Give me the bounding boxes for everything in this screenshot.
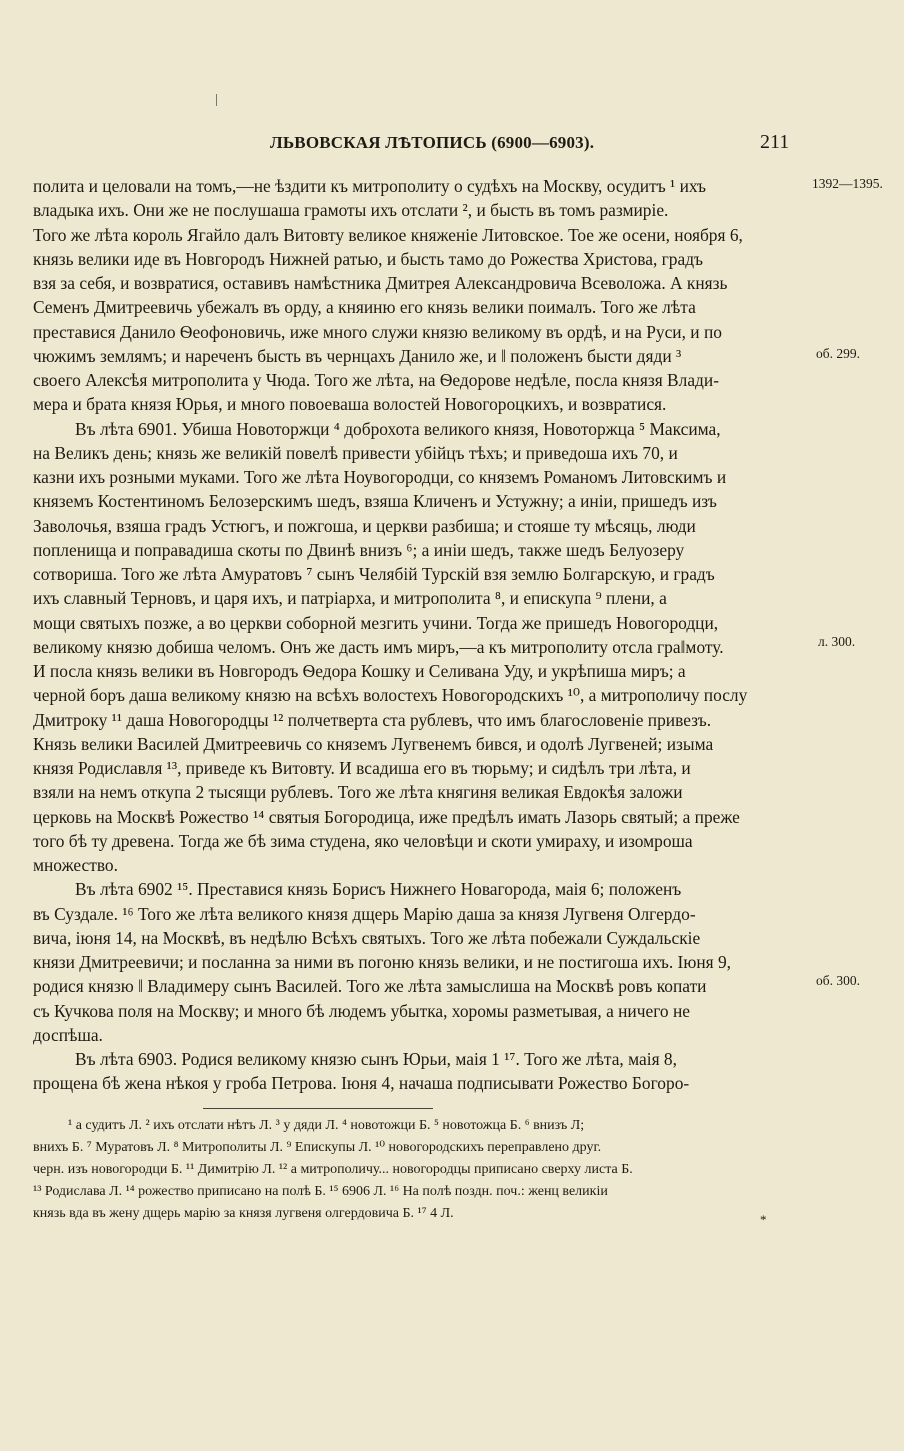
text-line: княземъ Костентиномъ Белозерскимъ шедъ, взяша Кличенъ и Устужну; а иніи, пришедъ изъ [33,491,717,511]
text-line: Князь велики Василей Дмитреевичь со княземъ Лугвенемъ бився, и одолѣ Лугвеней; изыма [33,734,714,754]
text-line: съ Кучкова поля на Москву; и много бѣ людемъ убытка, хоромы разметывая, а ничего не [33,1001,690,1021]
text-line: владыка ихъ. Они же не послушаша грамоты ихъ отслати ², и бысть въ томъ размиріе. [33,200,669,220]
text-line: попленища и поправадиша скоты по Двинѣ внизъ ⁶; а иніи шедъ, также шедъ Белуозеру [33,540,685,560]
footnote-line: внихъ Б. ⁷ Муратовъ Л. ⁸ Митрополиты Л. ⁹ Епискупы Л. ¹⁰ новогородскихъ переправлено друг. [33,1140,602,1155]
margin-folio: л. 300. [818,634,856,649]
text-line: князя Родиславля ¹³, приведе къ Витовту. И всадиша его въ тюрьму; и сидѣлъ три лѣта, и [33,758,691,778]
text-line: мощи святыхъ позже, а во церкви соборной мезгить учини. Тогда же пришедъ Новогородци, [33,613,719,633]
text-line: преставися Данило Ѳеофоновичь, иже много служи князю великому въ ордѣ, и на Руси, и по [33,322,722,342]
footnote-line: князь вда въ жену дщерь марію за князя лугвеня олгердовича Б. ¹⁷ 4 Л. [33,1206,454,1221]
page-number: 211 [760,131,790,153]
text-line: князи Дмитреевичи; и посланна за ними въ погоню князь велики, и не постигоша ихъ. Іюня 9, [33,952,732,972]
footnote-rule [203,1108,433,1109]
text-line: родися князю ‖ Владимеру сынъ Василей. Того же лѣта замыслиша на Москвѣ ровъ копати [33,976,707,996]
footnote-line: ¹ а судитъ Л. ² ихъ отслати нѣтъ Л. ³ у дяди Л. ⁴ новотожци Б. ⁵ новотожца Б. ⁶ внизъ Л; [68,1118,585,1133]
text-line: князь велики иде въ Новгородъ Нижней ратью, и бысть тамо до Рожества Христова, градъ [33,249,704,269]
margin-folio: об. 300. [816,973,860,988]
text-line: церковь на Москвѣ Рожество ¹⁴ святыя Богородица, иже предѣлъ имать Лазорь святый; а преже [33,807,740,827]
text-line: сотвориша. Того же лѣта Амуратовъ ⁷ сынъ Челябій Турскій взя землю Болгарскую, и градъ [33,564,715,584]
text-line: доспѣша. [33,1025,103,1045]
text-line: великому князю добиша челомъ. Онъ же дасть имъ миръ,—а къ митрополиту отсла гра‖моту. [33,637,724,657]
text-line: взя за себя, и возвратися, оставивъ намѣстника Дмитрея Александровича Всеволожа. А князь [33,273,728,293]
text-line: мера и брата князя Юрья, и много повоеваша волостей Новогороцкихъ, и возвратися. [33,394,667,414]
footnote-line: черн. изъ новогородци Б. ¹¹ Димитрію Л. ¹² а митрополичу... новогородцы приписано сверху листа Б. [33,1162,633,1177]
text-line: взяли на немъ откупа 2 тысящи рублевъ. Того же лѣта княгиня великая Евдокѣя заложи [33,782,683,802]
text-line: Семенъ Дмитреевичь убежалъ въ орду, а княиню его князь велики поималъ. Того же лѣта [33,297,696,317]
text-line: ихъ славный Терновъ, и царя ихъ, и патріарха, и митрополита ⁸, и епискупа ⁹ плени, а [33,588,667,608]
text-line: того бѣ ту древена. Тогда же бѣ зима студена, яко человѣци и скоти умираху, и изомроша [33,831,693,851]
text-line: Въ лѣта 6902 ¹⁵. Преставися князь Борисъ Нижнего Новагорода, маія 6; положенъ [75,879,682,899]
text-line: Того же лѣта король Ягайло далъ Витовту великое княженіе Литовское. Тое же осени, ноября 6, [33,225,743,245]
text-line: въ Суздале. ¹⁶ Того же лѣта великого князя дщерь Марію даша за князя Лугвеня Олгердо- [33,904,696,924]
text-line: черной боръ даша великому князю на всѣхъ волостехъ Новогородскихъ ¹⁰, а митрополичу послу [33,685,748,705]
printer-mark [216,94,217,106]
text-line: казни ихъ розными муками. Того же лѣта Ноувогородци, со княземъ Романомъ Литовскимъ и [33,467,727,487]
text-line: Дмитроку ¹¹ даша Новогородцы ¹² полчетверта ста рублевъ, что имъ благословеніе привезъ. [33,710,712,730]
text-line: полита и целовали на томъ,—не ѣздити къ митрополиту о судѣхъ на Москву, осудитъ ¹ ихъ [33,176,706,196]
signature-mark: * [760,1212,767,1227]
text-line: прощена бѣ жена нѣкоя у гроба Петрова. Іюня 4, начаша подписывати Рожество Богоро- [33,1073,690,1093]
text-line: на Великъ день; князь же великій повелѣ привести убійцъ тѣхъ; и приведоша ихъ 70, и [33,443,678,463]
text-line: своего Алексѣя митрополита у Чюда. Того же лѣта, на Ѳедорове недѣле, посла князя Влади- [33,370,720,390]
text-line: множество. [33,855,118,875]
text-line: Въ лѣта 6901. Убиша Новоторжци ⁴ доброхота великого князя, Новоторжца ⁵ Максима, [75,419,721,439]
text-line: чюжимъ землямъ; и нареченъ бысть въ чернцахъ Данило же, и ‖ положенъ бысти дяди ³ [33,346,682,366]
text-line: Заволочья, взяша градъ Устюгъ, и пожгоша, и церкви разбиша; и стояше ту мѣсяць, люди [33,516,696,536]
text-line: вича, іюня 14, на Москвѣ, въ недѣлю Всѣхъ святыхъ. Того же лѣта побежали Суждальскіе [33,928,701,948]
margin-years: 1392—1395. [812,176,883,191]
running-title: ЛЬВОВСКАЯ ЛѢТОПИСЬ (6900—6903). [270,133,595,152]
margin-folio: об. 299. [816,346,860,361]
text-line: Въ лѣта 6903. Родися великому князю сынъ Юрьи, маія 1 ¹⁷. Того же лѣта, маія 8, [75,1049,677,1069]
footnote-line: ¹³ Родислава Л. ¹⁴ рожество приписано на полѣ Б. ¹⁵ 6906 Л. ¹⁶ На полѣ поздн. поч.: женц великіи [33,1184,608,1199]
text-line: И посла князь велики въ Новгородъ Ѳедора Кошку и Селивана Уду, и укрѣпиша миръ; а [33,661,686,681]
